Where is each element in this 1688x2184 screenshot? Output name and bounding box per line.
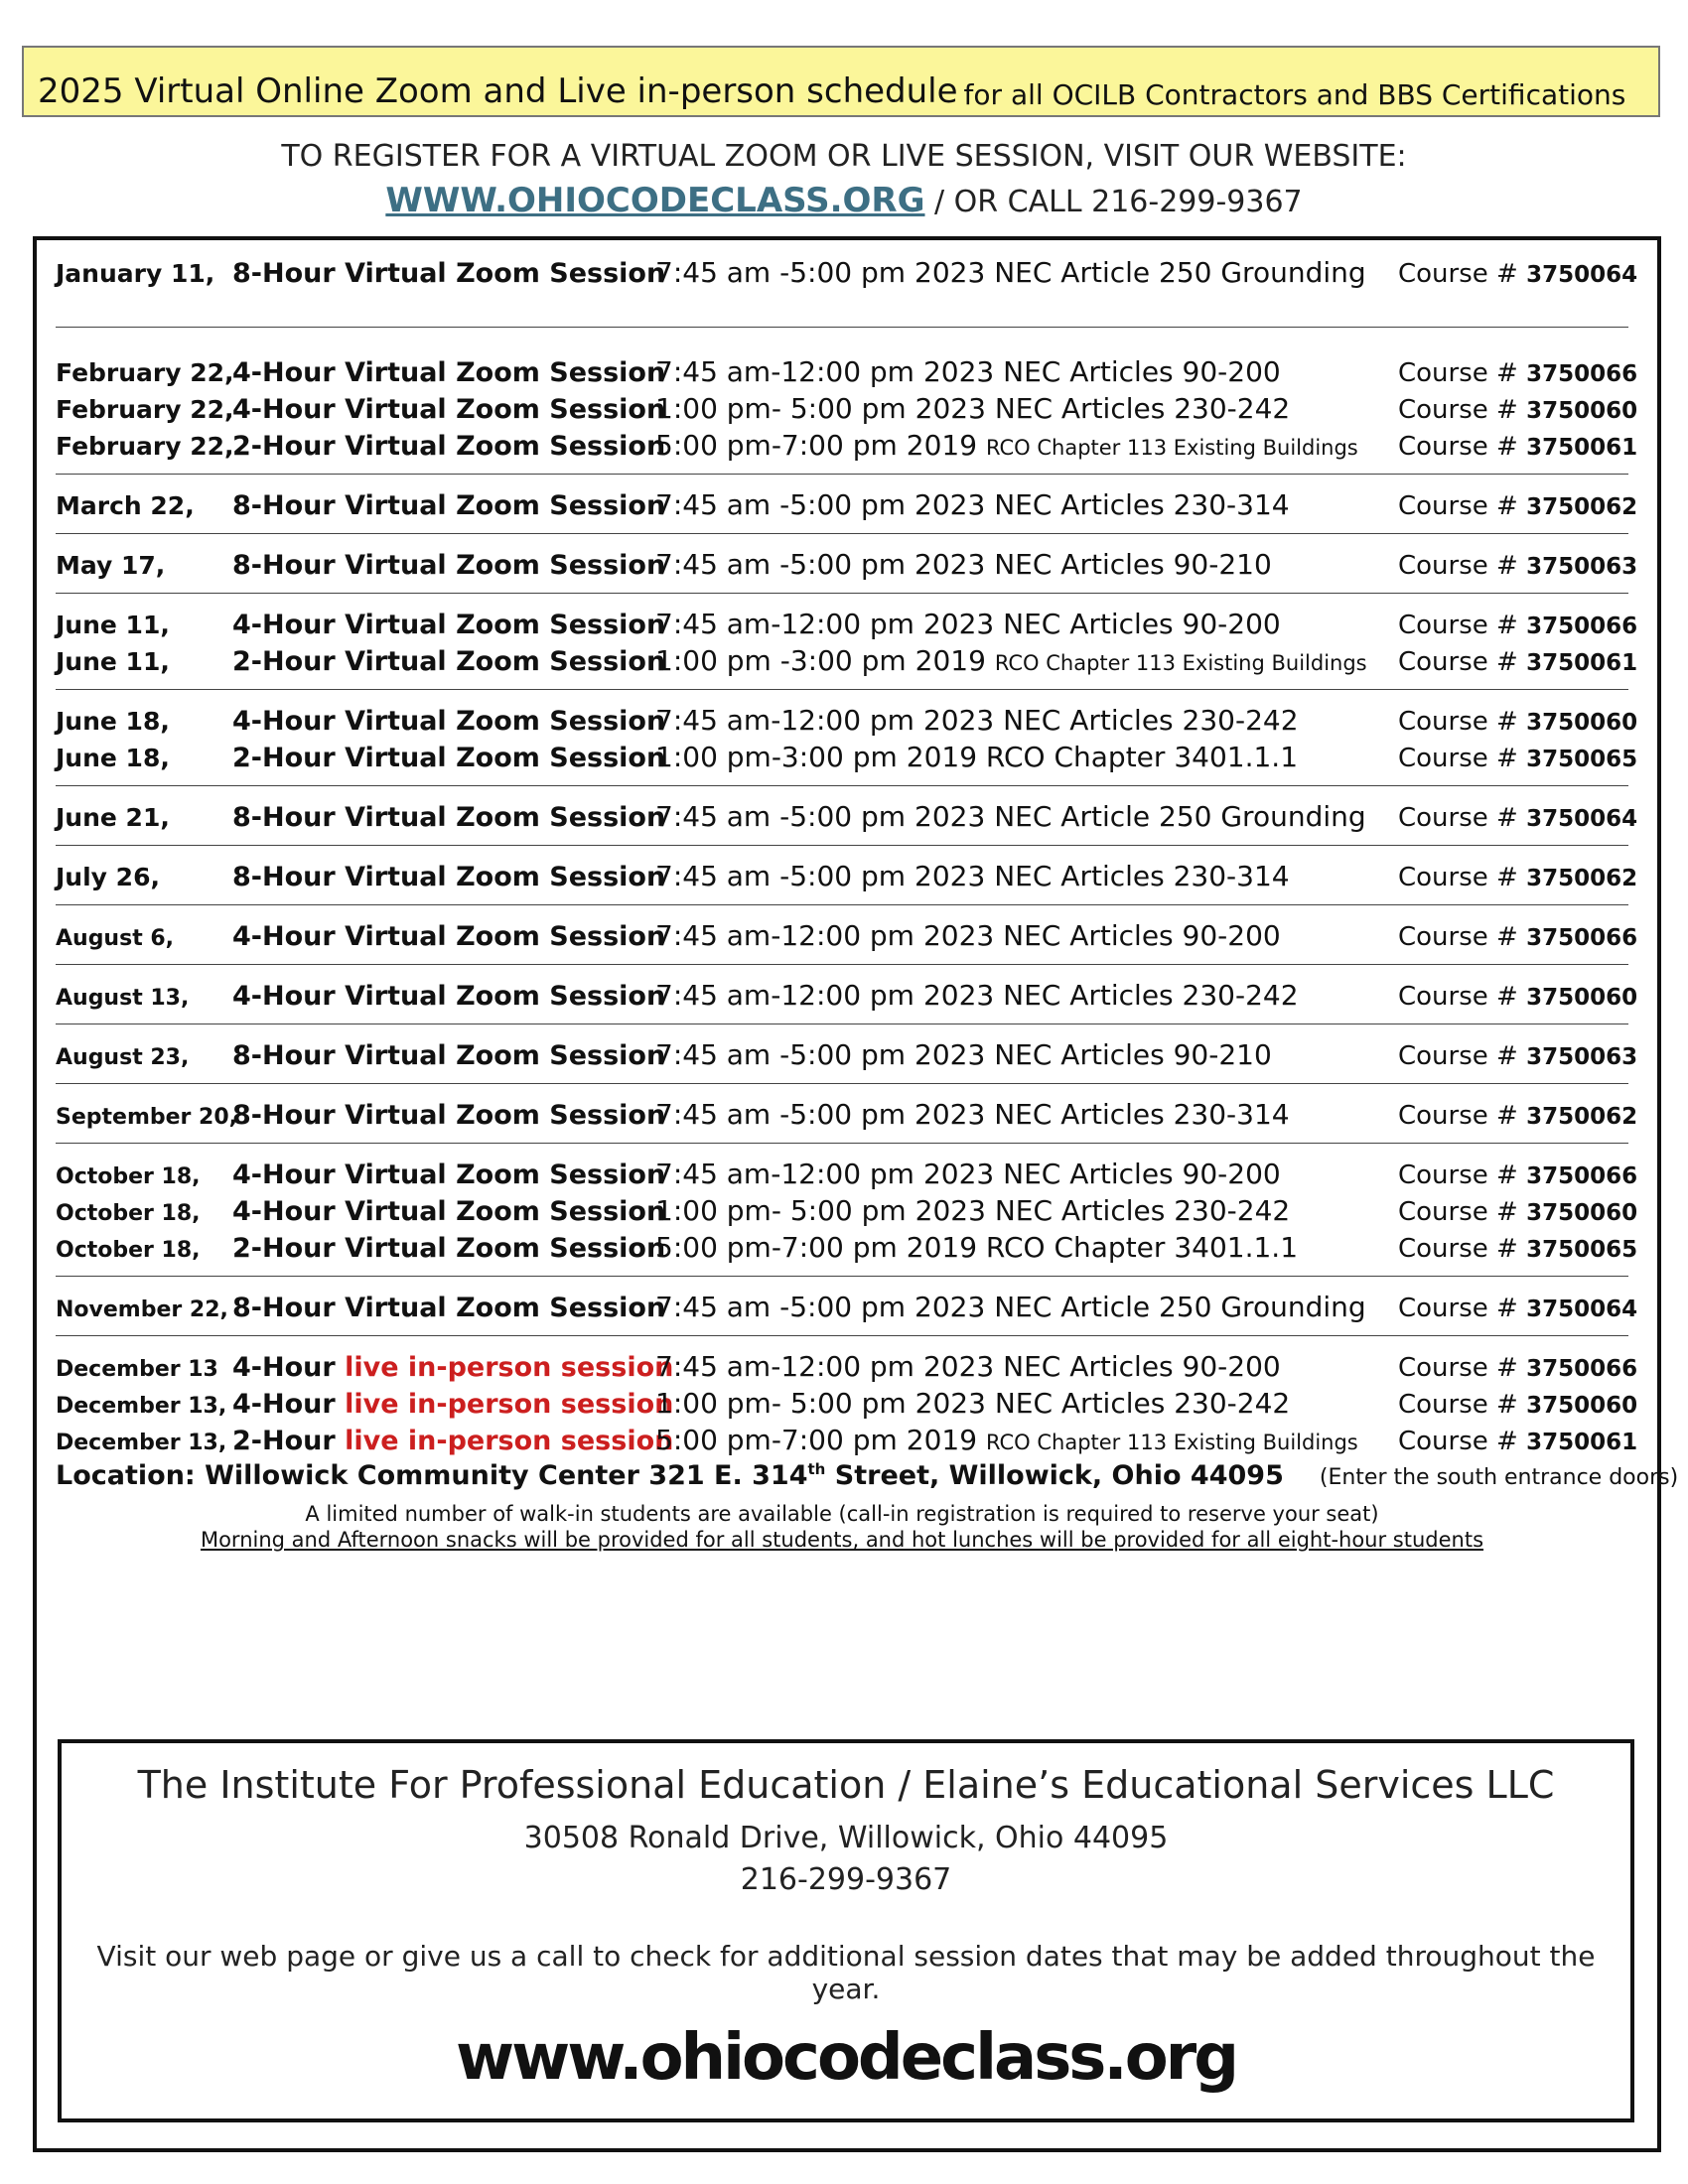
course-prefix: Course # [1398, 922, 1518, 952]
topic-text: 2023 NEC Articles 90-200 [922, 919, 1281, 952]
topic-text: 2023 NEC Articles 230-242 [914, 1194, 1291, 1227]
session-type: 4-Hour Virtual Zoom Session [232, 357, 666, 388]
session-topic [906, 548, 1398, 581]
course-prefix: Course # [1398, 551, 1518, 581]
session-date: January 11, [56, 259, 215, 288]
session-row [56, 1424, 1638, 1460]
session-group [56, 979, 1638, 1024]
session-type [232, 1352, 674, 1383]
topic-detail: RCO Chapter 113 Existing Buildings [985, 1431, 1358, 1454]
session-time: 5:00 pm-7:00 pm [655, 1231, 898, 1264]
topic-text: 2023 NEC Articles 230-242 [914, 1387, 1291, 1420]
title-banner [22, 46, 1660, 117]
session-type: 8-Hour Virtual Zoom Session [232, 258, 666, 289]
snacks-note: Morning and Afternoon snacks will be provided for all students, and hot lunches will be provided for all eight-hour students [200, 1528, 1484, 1552]
session-row [56, 979, 1638, 1016]
session-group [56, 488, 1638, 534]
course-number [1398, 647, 1638, 677]
session-hours: 4-Hour [232, 1389, 336, 1420]
session-type: 2-Hour Virtual Zoom Session [232, 743, 666, 773]
session-type: 8-Hour Virtual Zoom Session [232, 802, 666, 833]
topic-detail: RCO Chapter 113 Existing Buildings [985, 436, 1358, 460]
course-number [1398, 1101, 1638, 1131]
call-text: / OR CALL 216-299-9367 [924, 185, 1303, 219]
session-row [56, 704, 1638, 741]
website-link[interactable]: WWW.OHIOCODECLASS.ORG [385, 181, 925, 220]
session-row [56, 608, 1638, 644]
session-row [56, 429, 1638, 466]
course-number [1398, 395, 1638, 425]
session-topic [914, 919, 1398, 952]
register-contact [0, 181, 1688, 220]
course-id: 3750061 [1526, 1430, 1638, 1455]
course-id: 3750061 [1526, 650, 1638, 676]
course-number [1398, 1427, 1638, 1456]
course-id: 3750066 [1526, 1163, 1638, 1189]
course-number [1398, 259, 1638, 289]
session-date: December 13, [56, 1394, 227, 1419]
session-row [56, 1387, 1638, 1424]
live-session-label: live in-person session [345, 1389, 674, 1420]
course-id: 3750066 [1526, 614, 1638, 639]
topic-text: 2023 NEC Articles 230-242 [922, 979, 1299, 1012]
session-type: 4-Hour Virtual Zoom Session [232, 1160, 666, 1190]
session-time: 1:00 pm-3:00 pm [655, 741, 898, 773]
session-type: 4-Hour Virtual Zoom Session [232, 921, 666, 952]
session-topic [898, 741, 1398, 773]
session-type: 2-Hour Virtual Zoom Session [232, 646, 666, 677]
session-row [56, 1194, 1638, 1231]
course-number [1398, 744, 1638, 773]
visit-note: Visit our web page or give us a call to check for additional session dates that may be added throughout the year. [96, 1940, 1596, 2005]
session-group [56, 548, 1638, 594]
course-id: 3750066 [1526, 361, 1638, 387]
course-prefix: Course # [1398, 259, 1518, 289]
topic-text: 2023 NEC Article 250 Grounding [914, 1291, 1366, 1323]
session-group [56, 1158, 1638, 1277]
course-prefix: Course # [1398, 803, 1518, 833]
session-topic [914, 608, 1398, 640]
session-topic [907, 1387, 1398, 1420]
session-date: July 26, [56, 863, 160, 891]
organization-phone[interactable]: 216-299-9367 [740, 1862, 952, 1897]
session-group [56, 800, 1638, 846]
topic-text: 2019 RCO Chapter 3401.1.1 [906, 741, 1299, 773]
course-prefix: Course # [1398, 611, 1518, 640]
session-topic [898, 1231, 1398, 1264]
session-date: June 18, [56, 744, 170, 772]
course-id: 3750066 [1526, 925, 1638, 951]
course-id: 3750060 [1526, 710, 1638, 736]
session-group [56, 1098, 1638, 1144]
session-time: 7:45 am -5:00 pm [655, 1098, 907, 1131]
schedule-groups [56, 256, 1638, 1460]
walk-in-note: A limited number of walk-in students are available (call-in registration is required to reserve your seat) [305, 1502, 1379, 1526]
session-date: December 13, [56, 1431, 227, 1455]
course-prefix: Course # [1398, 1427, 1518, 1456]
course-prefix: Course # [1398, 1390, 1518, 1420]
session-row [56, 644, 1638, 681]
course-prefix: Course # [1398, 647, 1518, 677]
course-id: 3750066 [1526, 1356, 1638, 1382]
session-group [56, 1291, 1638, 1336]
course-prefix: Course # [1398, 1353, 1518, 1383]
session-row [56, 256, 1638, 293]
course-number [1398, 491, 1638, 521]
course-number [1398, 707, 1638, 737]
session-row [56, 1098, 1638, 1135]
session-group [56, 919, 1638, 965]
session-time: 7:45 am -5:00 pm [655, 488, 907, 521]
course-prefix: Course # [1398, 707, 1518, 737]
session-date: June 11, [56, 647, 170, 676]
session-topic [898, 1424, 1398, 1456]
course-prefix: Course # [1398, 982, 1518, 1012]
session-time: 5:00 pm-7:00 pm [655, 429, 898, 462]
session-row [56, 548, 1638, 585]
course-prefix: Course # [1398, 1160, 1518, 1190]
course-prefix: Course # [1398, 1101, 1518, 1131]
session-type: 8-Hour Virtual Zoom Session [232, 490, 666, 521]
session-type: 4-Hour Virtual Zoom Session [232, 394, 666, 425]
topic-text: 2023 NEC Articles 230-314 [914, 488, 1290, 521]
course-prefix: Course # [1398, 744, 1518, 773]
location-address: Location: Willowick Community Center 321 E. 314th Street, Willowick, Ohio 44095 [56, 1460, 1284, 1491]
session-group [56, 608, 1638, 690]
session-time: 7:45 am -5:00 pm [655, 1038, 907, 1071]
session-topic [906, 1038, 1398, 1071]
session-time: 1:00 pm- 5:00 pm [655, 392, 907, 425]
topic-text: 2019 [906, 1424, 978, 1456]
session-topic [907, 644, 1398, 677]
session-topic [914, 704, 1398, 737]
session-date: December 13 [56, 1357, 218, 1382]
session-row [56, 860, 1638, 896]
footer-website-link[interactable]: www.ohiocodeclass.org [455, 2021, 1237, 2095]
session-date: September 20, [56, 1105, 238, 1130]
session-type: 4-Hour Virtual Zoom Session [232, 706, 666, 737]
course-number [1398, 1197, 1638, 1227]
session-date: October 18, [56, 1201, 201, 1226]
session-date: August 13, [56, 986, 190, 1011]
session-row [56, 1291, 1638, 1327]
session-group [56, 355, 1638, 475]
course-prefix: Course # [1398, 1294, 1518, 1323]
topic-text: 2023 NEC Articles 90-210 [914, 548, 1272, 581]
session-topic [906, 860, 1398, 892]
session-type: 4-Hour Virtual Zoom Session [232, 1196, 666, 1227]
session-time: 7:45 am-12:00 pm [655, 979, 914, 1012]
course-id: 3750062 [1526, 494, 1638, 520]
session-row [56, 355, 1638, 392]
session-time: 5:00 pm-7:00 pm [655, 1424, 898, 1456]
session-date: February 22, [56, 358, 234, 387]
course-number [1398, 863, 1638, 892]
session-hours: 2-Hour [232, 1426, 336, 1456]
session-row [56, 1038, 1638, 1075]
session-type: 4-Hour Virtual Zoom Session [232, 610, 666, 640]
course-id: 3750064 [1526, 806, 1638, 832]
topic-text: 2023 NEC Article 250 Grounding [914, 256, 1366, 289]
session-type [232, 1426, 674, 1456]
schedule-list [56, 256, 1679, 1558]
topic-text: 2019 RCO Chapter 3401.1.1 [906, 1231, 1299, 1264]
course-id: 3750060 [1526, 398, 1638, 424]
session-row [56, 741, 1638, 777]
organization-name: The Institute For Professional Education / Elaine’s Educational Services LLC [137, 1763, 1555, 1807]
live-session-label: live in-person session [345, 1352, 674, 1383]
course-id: 3750061 [1526, 435, 1638, 461]
session-date: August 6, [56, 926, 175, 951]
topic-text: 2019 [914, 644, 986, 677]
course-prefix: Course # [1398, 1197, 1518, 1227]
course-prefix: Course # [1398, 1041, 1518, 1071]
course-number [1398, 1041, 1638, 1071]
session-topic [907, 1194, 1398, 1227]
course-id: 3750060 [1526, 985, 1638, 1011]
session-topic [914, 1350, 1398, 1383]
session-group [56, 1350, 1638, 1460]
session-date: May 17, [56, 551, 166, 580]
session-topic [906, 1291, 1398, 1323]
session-type: 2-Hour Virtual Zoom Session [232, 1233, 666, 1264]
course-number [1398, 358, 1638, 388]
session-row [56, 392, 1638, 429]
session-group [56, 704, 1638, 786]
topic-text: 2023 NEC Articles 230-242 [922, 704, 1299, 737]
session-time: 7:45 am -5:00 pm [655, 860, 907, 892]
session-time: 7:45 am-12:00 pm [655, 919, 914, 952]
session-date: June 11, [56, 611, 170, 639]
session-date: August 23, [56, 1045, 190, 1070]
course-prefix: Course # [1398, 863, 1518, 892]
session-time: 1:00 pm- 5:00 pm [655, 1387, 907, 1420]
session-time: 7:45 am-12:00 pm [655, 608, 914, 640]
session-date: March 22, [56, 491, 195, 520]
session-row [56, 1158, 1638, 1194]
session-topic [914, 355, 1398, 388]
session-type: 8-Hour Virtual Zoom Session [232, 1293, 666, 1323]
session-type: 8-Hour Virtual Zoom Session [232, 1100, 666, 1131]
location-note: (Enter the south entrance doors) [1319, 1465, 1679, 1490]
course-prefix: Course # [1398, 1234, 1518, 1264]
session-row [56, 919, 1638, 956]
course-id: 3750063 [1526, 554, 1638, 580]
session-time: 7:45 am-12:00 pm [655, 1158, 914, 1190]
course-number [1398, 982, 1638, 1012]
course-number [1398, 922, 1638, 952]
session-topic [914, 1158, 1398, 1190]
session-type: 8-Hour Virtual Zoom Session [232, 1040, 666, 1071]
contact-box [58, 1739, 1634, 2122]
session-topic [906, 800, 1398, 833]
course-number [1398, 1234, 1638, 1264]
session-type: 8-Hour Virtual Zoom Session [232, 550, 666, 581]
topic-detail: RCO Chapter 113 Existing Buildings [994, 651, 1367, 675]
course-prefix: Course # [1398, 358, 1518, 388]
session-time: 1:00 pm- 5:00 pm [655, 1194, 907, 1227]
topic-text: 2023 NEC Articles 230-314 [914, 860, 1290, 892]
session-hours: 4-Hour [232, 1352, 336, 1383]
session-date: June 18, [56, 707, 170, 736]
session-group [56, 860, 1638, 905]
session-time: 7:45 am -5:00 pm [655, 800, 907, 833]
course-number [1398, 611, 1638, 640]
session-row [56, 800, 1638, 837]
topic-text: 2023 NEC Articles 90-200 [922, 355, 1281, 388]
course-id: 3750060 [1526, 1393, 1638, 1419]
session-date: June 21, [56, 803, 170, 832]
course-id: 3750064 [1526, 262, 1638, 288]
course-id: 3750065 [1526, 1237, 1638, 1263]
course-id: 3750063 [1526, 1044, 1638, 1070]
title-main: 2025 Virtual Online Zoom and Live in-person schedule [38, 71, 958, 111]
title-sub: for all OCILB Contractors and BBS Certifications [963, 78, 1626, 111]
session-date: October 18, [56, 1164, 201, 1189]
course-number [1398, 1294, 1638, 1323]
session-type: 8-Hour Virtual Zoom Session [232, 862, 666, 892]
session-time: 7:45 am-12:00 pm [655, 704, 914, 737]
topic-text: 2023 NEC Articles 90-200 [922, 1158, 1281, 1190]
session-topic [907, 392, 1398, 425]
topic-text: 2023 NEC Articles 230-242 [914, 392, 1291, 425]
course-id: 3750065 [1526, 747, 1638, 772]
course-number [1398, 551, 1638, 581]
register-instructions: TO REGISTER FOR A VIRTUAL ZOOM OR LIVE SESSION, VISIT OUR WEBSITE: [281, 139, 1407, 174]
topic-text: 2023 NEC Articles 90-200 [922, 1350, 1281, 1383]
course-prefix: Course # [1398, 491, 1518, 521]
course-id: 3750062 [1526, 1104, 1638, 1130]
session-time: 7:45 am -5:00 pm [655, 1291, 907, 1323]
session-row [56, 1231, 1638, 1268]
session-topic [898, 429, 1398, 462]
session-time: 7:45 am -5:00 pm [655, 256, 907, 289]
course-number [1398, 1390, 1638, 1420]
topic-text: 2023 NEC Article 250 Grounding [914, 800, 1366, 833]
session-time: 7:45 am-12:00 pm [655, 355, 914, 388]
course-number [1398, 1160, 1638, 1190]
course-number [1398, 432, 1638, 462]
live-session-label: live in-person session [345, 1426, 674, 1456]
session-time: 7:45 am-12:00 pm [655, 1350, 914, 1383]
session-time: 1:00 pm -3:00 pm [655, 644, 907, 677]
session-type: 2-Hour Virtual Zoom Session [232, 431, 666, 462]
topic-text: 2019 [906, 429, 978, 462]
topic-text: 2023 NEC Articles 230-314 [914, 1098, 1290, 1131]
session-time: 7:45 am -5:00 pm [655, 548, 907, 581]
session-type: 4-Hour Virtual Zoom Session [232, 981, 666, 1012]
course-prefix: Course # [1398, 432, 1518, 462]
course-id: 3750060 [1526, 1200, 1638, 1226]
location-line [56, 1460, 1679, 1498]
course-id: 3750062 [1526, 866, 1638, 891]
course-number [1398, 1353, 1638, 1383]
topic-text: 2023 NEC Articles 90-210 [914, 1038, 1272, 1071]
session-topic [906, 488, 1398, 521]
session-row [56, 1350, 1638, 1387]
session-type [232, 1389, 674, 1420]
course-prefix: Course # [1398, 395, 1518, 425]
topic-text: 2023 NEC Articles 90-200 [922, 608, 1281, 640]
course-id: 3750064 [1526, 1297, 1638, 1322]
session-topic [914, 979, 1398, 1012]
session-group [56, 1038, 1638, 1084]
session-group [56, 256, 1638, 328]
session-date: November 22, [56, 1297, 228, 1322]
session-row [56, 488, 1638, 525]
session-date: February 22, [56, 432, 234, 461]
session-topic [906, 1098, 1398, 1131]
organization-address: 30508 Ronald Drive, Willowick, Ohio 44095 [523, 1821, 1169, 1855]
session-date: October 18, [56, 1238, 201, 1263]
course-number [1398, 803, 1638, 833]
session-date: February 22, [56, 395, 234, 424]
session-topic [906, 256, 1398, 289]
